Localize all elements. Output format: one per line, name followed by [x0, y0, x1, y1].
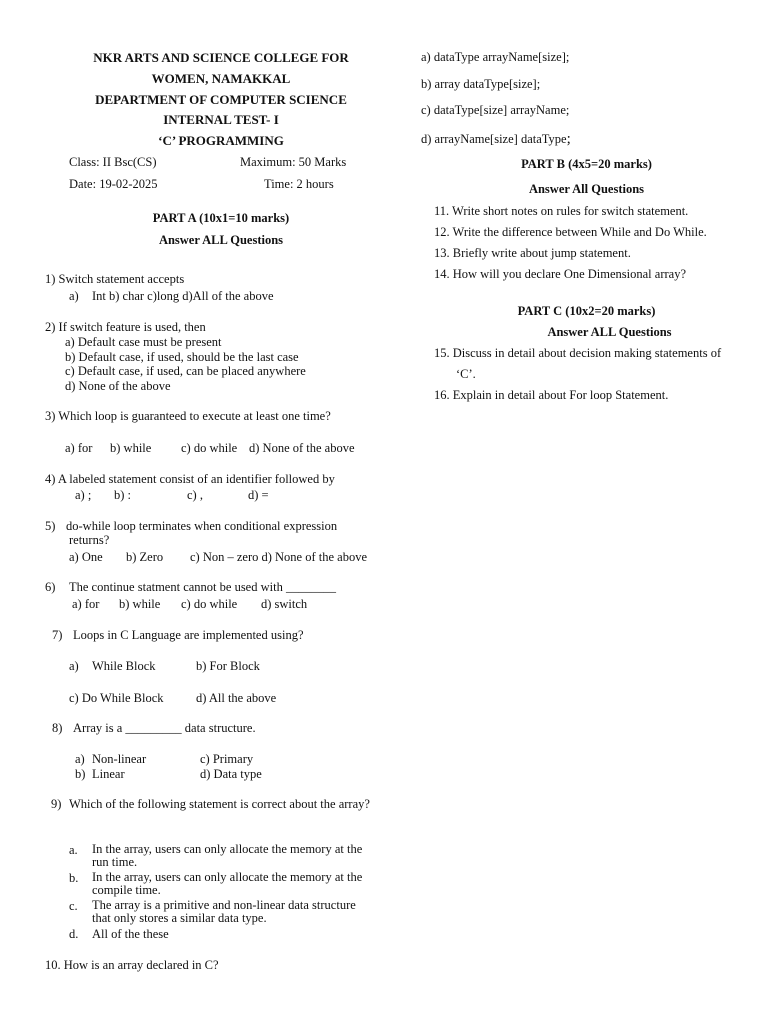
question-9-number: 9) — [51, 797, 62, 811]
q2-option-c: c) Default case, if used, can be placed anywhere — [65, 364, 306, 378]
question-5: do-while loop terminates when conditional expression — [66, 519, 338, 533]
q9-option-d: All of the these — [92, 927, 169, 941]
question-15: 15. Discuss in detail about decision making statements of — [434, 346, 722, 360]
time-label: Time: 2 hours — [264, 177, 334, 191]
q2-option-b: b) Default case, if used, should be the last case — [65, 350, 299, 364]
q10-option-d-semicolon: ; — [566, 131, 571, 147]
question-8-number: 8) — [52, 721, 63, 735]
question-11: 11. Write short notes on rules for switch statement. — [434, 204, 689, 218]
q5-option-cd: c) Non – zero d) None of the above — [190, 550, 368, 564]
question-6-number: 6) — [45, 580, 56, 594]
q6-option-a: a) for — [72, 597, 100, 611]
question-8: Array is a _________ data structure. — [73, 721, 256, 735]
part-c-instruction: Answer ALL Questions — [547, 325, 672, 339]
q10-option-a: a) dataType arrayName[size]; — [421, 50, 570, 64]
q9-option-b: In the array, users can only allocate the memory at the compile time. — [92, 870, 363, 897]
q7-option-c: c) Do While Block — [69, 691, 164, 705]
q9-option-c-label: c. — [69, 899, 78, 913]
q2-option-d: d) None of the above — [65, 379, 171, 393]
q7-option-a-label: a) — [69, 659, 79, 673]
q9-option-a-label: a. — [69, 843, 78, 857]
part-b-instruction: Answer All Questions — [528, 182, 645, 196]
part-a-instruction: Answer ALL Questions — [158, 233, 284, 247]
q1-options: Int b) char c)long d)All of the above — [92, 289, 274, 303]
part-c-title: PART C (10x2=20 marks) — [517, 304, 656, 318]
q4-option-c: c) , — [187, 488, 203, 502]
question-3: 3) Which loop is guaranteed to execute at least one time? — [45, 409, 331, 423]
question-15-cont: ‘C’. — [456, 367, 476, 381]
college-name-line1: NKR ARTS AND SCIENCE COLLEGE FOR — [93, 50, 349, 65]
max-marks-label: Maximum: 50 Marks — [240, 155, 347, 169]
test-title: INTERNAL TEST- I — [163, 112, 279, 127]
q6-option-c: c) do while — [181, 597, 238, 611]
q7-option-a: While Block — [92, 659, 156, 673]
question-9: Which of the following statement is correct about the array? — [69, 797, 370, 811]
question-4: 4) A labeled statement consist of an identifier followed by — [45, 472, 335, 486]
q8-option-c: c) Primary — [200, 752, 254, 766]
part-b-title: PART B (4x5=20 marks) — [521, 157, 652, 171]
question-7: Loops in C Language are implemented using? — [73, 628, 304, 642]
question-7-number: 7) — [52, 628, 63, 642]
q10-option-c: c) dataType[size] arrayName; — [421, 103, 570, 117]
q7-option-b: b) For Block — [196, 659, 260, 673]
subject-title: ‘C’ PROGRAMMING — [158, 133, 284, 148]
q1-option-a-label: a) — [69, 289, 79, 303]
q9-option-d-label: d. — [69, 927, 79, 941]
part-a-title: PART A (10x1=10 marks) — [152, 211, 290, 225]
q8-option-b-label: b) — [75, 767, 86, 781]
q9-option-b-label: b. — [69, 871, 79, 885]
q9-option-c: The array is a primitive and non-linear data structure that only stores a similar data type. — [92, 898, 356, 925]
question-14: 14. How will you declare One Dimensional array? — [434, 267, 687, 281]
q10-option-d-text: d) arrayName[size] dataType — [421, 132, 567, 146]
q6-option-b: b) while — [119, 597, 161, 611]
q4-option-d: d) = — [248, 488, 269, 502]
question-12: 12. Write the difference between While and Do While. — [434, 225, 707, 239]
question-16: 16. Explain in detail about For loop Statement. — [434, 388, 669, 402]
question-2: 2) If switch feature is used, then — [45, 320, 206, 334]
question-1: 1) Switch statement accepts — [45, 272, 185, 286]
class-label: Class: II Bsc(CS) — [69, 155, 157, 169]
question-5-number: 5) — [45, 519, 56, 533]
college-name-line2: WOMEN, NAMAKKAL — [151, 71, 291, 86]
question-5-cont: returns? — [69, 533, 110, 547]
q8-option-a-label: a) — [75, 752, 85, 766]
question-13: 13. Briefly write about jump statement. — [434, 246, 631, 260]
q4-option-b: b) : — [114, 488, 132, 502]
q3-option-c: c) do while — [181, 441, 238, 455]
q5-option-a: a) One — [69, 550, 103, 564]
q10-option-d — [421, 130, 571, 148]
q8-option-d: d) Data type — [200, 767, 262, 781]
q8-option-a: Non-linear — [92, 752, 147, 766]
q7-option-d: d) All the above — [196, 691, 277, 705]
q6-option-d: d) switch — [261, 597, 308, 611]
question-10: 10. How is an array declared in C? — [45, 958, 219, 972]
q2-option-a: a) Default case must be present — [65, 335, 222, 349]
q8-option-b: Linear — [92, 767, 125, 781]
q5-option-b: b) Zero — [126, 550, 164, 564]
date-label: Date: 19-02-2025 — [69, 177, 158, 191]
question-6: The continue statment cannot be used with ________ — [69, 580, 336, 594]
department-title: DEPARTMENT OF COMPUTER SCIENCE — [95, 92, 347, 107]
q3-option-d: d) None of the above — [249, 441, 355, 455]
q3-option-b: b) while — [110, 441, 152, 455]
q4-option-a: a) ; — [75, 488, 92, 502]
q9-option-a: In the array, users can only allocate the memory at the run time. — [92, 842, 363, 869]
q10-option-b: b) array dataType[size]; — [421, 77, 541, 91]
q3-option-a: a) for — [65, 441, 93, 455]
